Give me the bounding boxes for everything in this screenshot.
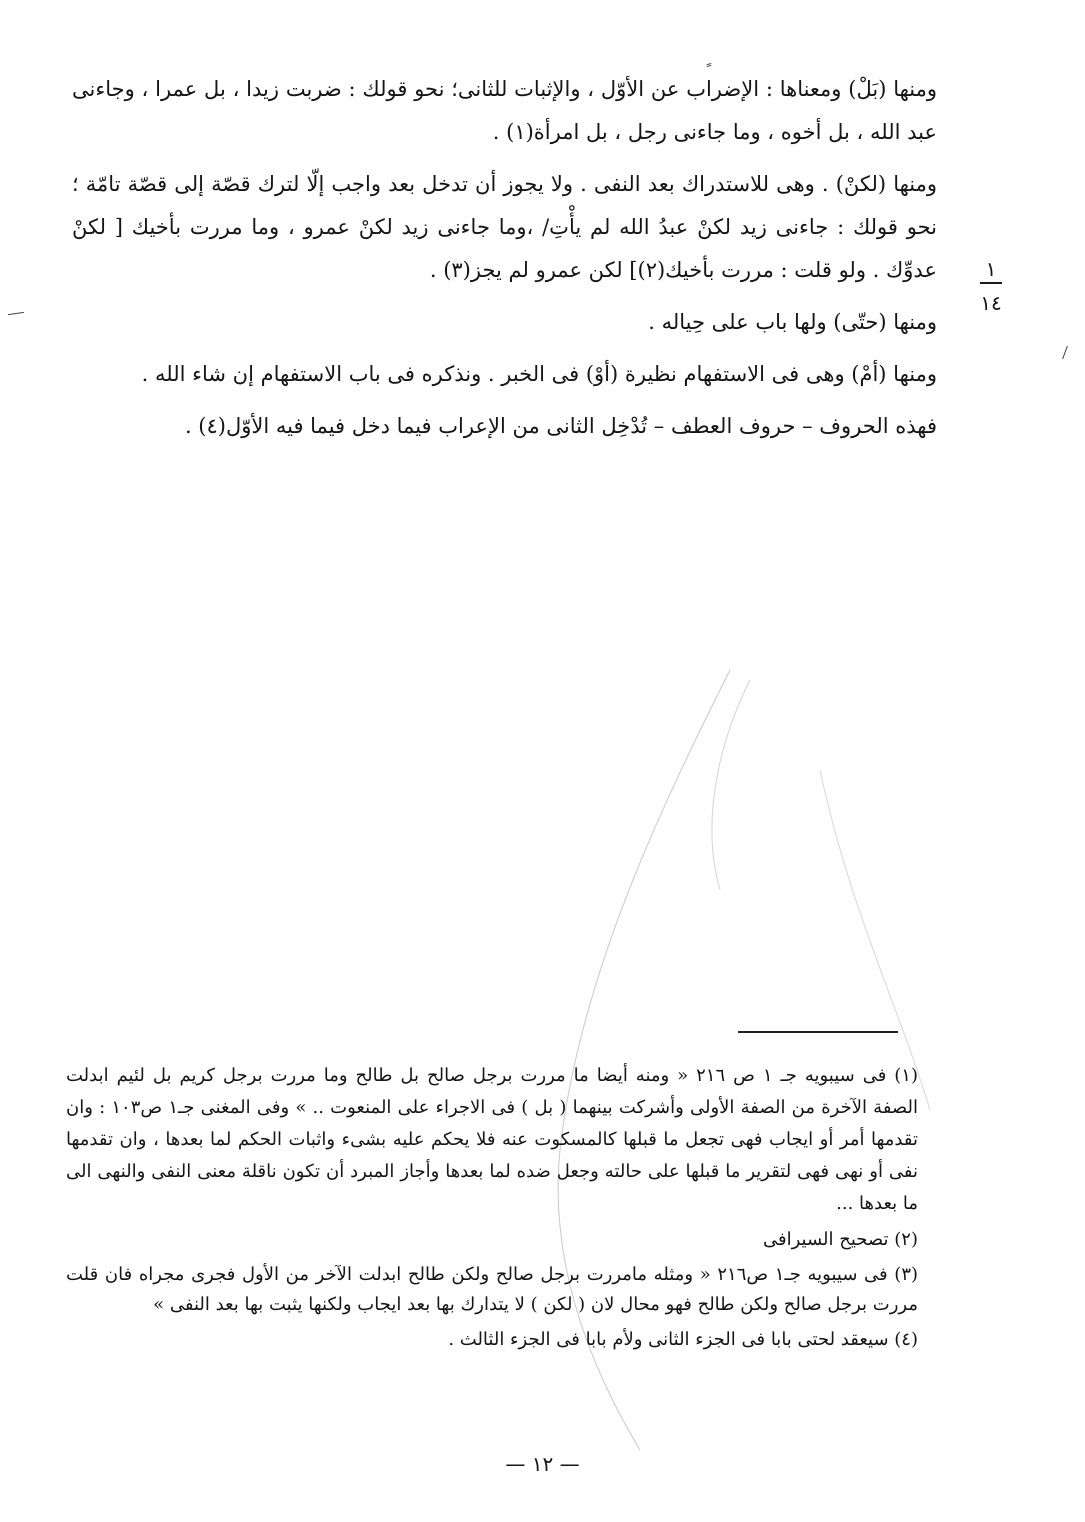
footnote-separator xyxy=(738,1031,898,1033)
paragraph-conclusion: فهذه الحروف – حروف العطف – تُدْخِل الثانى من الإعراب فيما دخل فيما فيه الأوّل(٤) . xyxy=(184,414,937,438)
footnotes xyxy=(66,1060,918,1360)
paragraph-am: ومنها (أمْ) وهى فى الاستفهام نظيرة (أوْ) فى الخبر . ونذكره فى باب الاستفهام إن شاء الله . xyxy=(141,362,937,386)
margin-stray-mark-right xyxy=(1062,346,1068,359)
footnote-4: (٤) سيعقد لحتى بابا فى الجزء الثانى ولأم بابا فى الجزء الثالث . xyxy=(448,1329,918,1350)
margin-folio-note xyxy=(974,258,1008,314)
footnote-1: (١) فى سيبويه جـ ١ ص ٢١٦ « ومنه أيضا ما مررت برجل صالح بل طالح وما مررت برجل كريم بل لئيم ابدلت الصفة الآخرة من الصفة الأولى وأشركت بينهما ( بل ) فى الاجراء على المنعوت .. » وفى المغنى جـ١ ص١٠٣ : وان تقدمها أمر أو ايجاب فهى تجعل ما قبلها كالمسكوت عنه فلا يحكم عليه بشىء واثبات الحكم لما بعدها ، وان تقدمها نفى أو نهى فهى لتقرير ما قبلها على حالته وجعل ضده لما بعدها وأجاز المبرد أن تكون ناقلة معنى النفى والنهى الى ما بعدها ... xyxy=(66,1065,919,1214)
paragraph-bal: ومنها (بَلْ) ومعناها : الإضراب عن الأوّل ، والإثبات للثانى؛ نحو قولك : ضربت زيدا ، بل عمرا ، وجاءنى عبد الله ، بل أخوه ، وما جاءنى رجل ، بل امرأة(١) . xyxy=(72,77,937,144)
margin-stray-mark-left xyxy=(8,312,24,315)
margin-folio-top: ١ xyxy=(985,257,997,281)
page-number: — ١٢ — xyxy=(505,1452,580,1476)
footnote-2: (٢) تصحيح السيرافى xyxy=(763,1229,918,1250)
paragraph-hatta: ومنها (حتّى) ولها باب على حِياله . xyxy=(648,310,937,334)
main-text xyxy=(72,68,937,457)
margin-folio-rule xyxy=(980,282,1002,284)
paragraph-lakin: ومنها (لكنْ) . وهى للاستدراك بعد النفى . ولا يجوز أن تدخل بعد واجب إلّا لترك قصّة إلى قصّة تامّة ؛ نحو قولك : جاءنى زيد لكنْ عبدُ الله لم يأْتِ/ ،وما جاءنى زيد لكنْ عمرو ، وما مررت بأخيك [ لكنْ عدوِّك . ولو قلت : مررت بأخيك(٢)] لكن عمرو لم يجز(٣) . xyxy=(72,172,937,282)
margin-folio-bottom: ١٤ xyxy=(980,291,1002,315)
footnote-3: (٣) فى سيبويه جـ١ ص٢١٦ « ومثله مامررت برجل صالح ولكن طالح ابدلت الآخر من الأول فجرى مجراه فان قلت مررت برجل صالح ولكن طالح فهو محال لان ( لكن ) لا يتدارك بها بعد ايجاب ولكنها يثبت بها بعد النفى » xyxy=(66,1264,919,1315)
